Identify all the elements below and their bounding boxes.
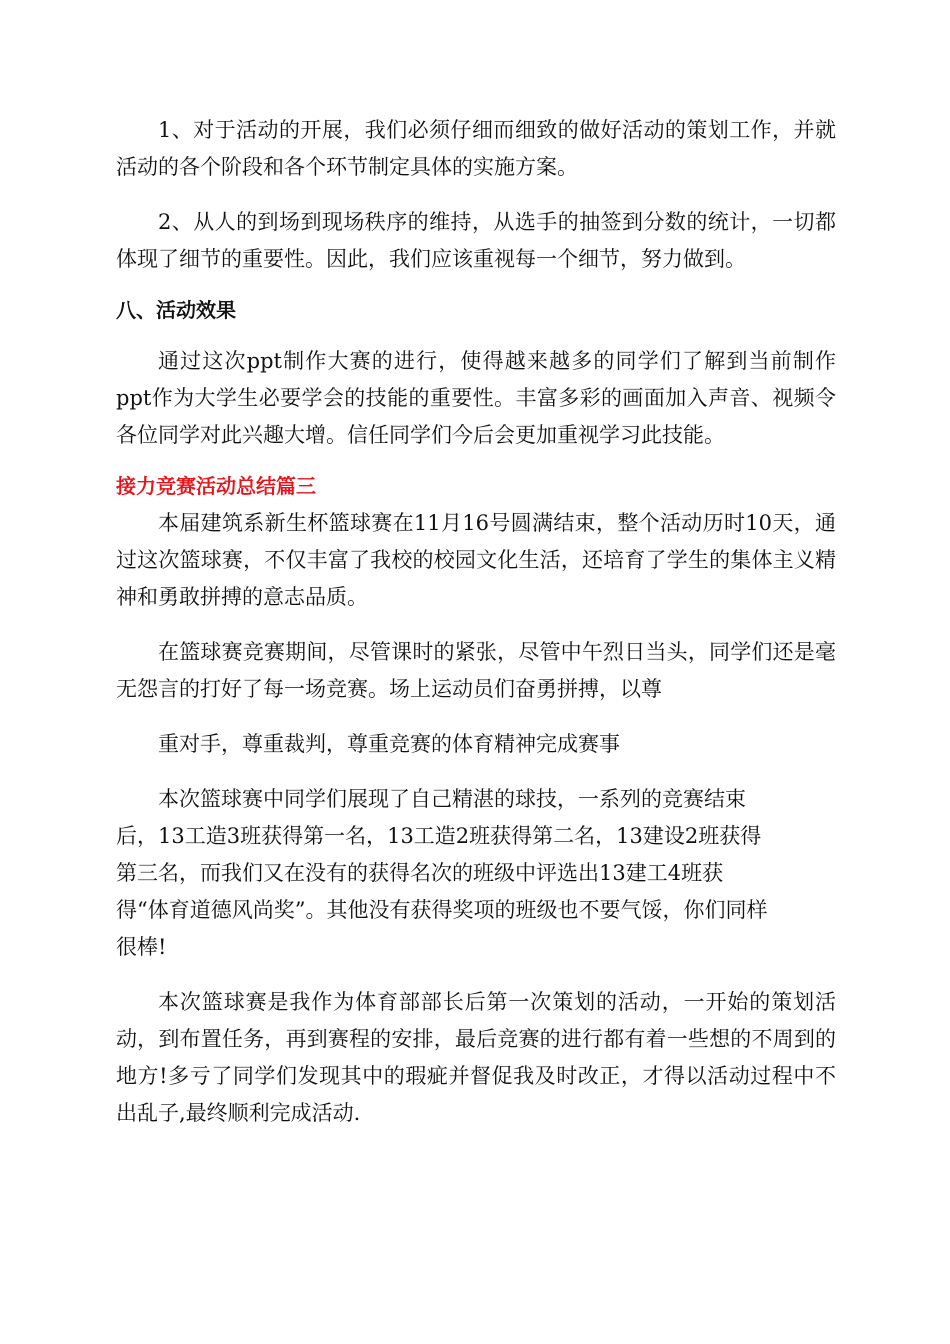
paragraph-detail-importance: 2、从人的到场到现场秩序的维持，从选手的抽签到分数的统计，一切都体现了细节的重要性。因此，我们应该重视每一个细节，努力做到。 xyxy=(116,210,836,271)
paragraph-sportsmanship: 重对手，尊重裁判，尊重竞赛的体育精神完成赛事 xyxy=(158,732,620,756)
paragraph-results xyxy=(116,781,836,966)
results-line: 得“体育道德风尚奖”。其他没有获得奖项的班级也不要气馁，你们同样 xyxy=(116,898,768,922)
paragraph-detail-planning: 1、对于活动的开展，我们必须仔细而细致的做好活动的策划工作，并就活动的各个阶段和各个环节制定具体的实施方案。 xyxy=(116,118,836,179)
results-line: 很棒! xyxy=(116,935,167,959)
results-line: 本次篮球赛中同学们展现了自己精湛的球技，一系列的竞赛结束 xyxy=(158,787,746,811)
paragraph-reflection: 本次篮球赛是我作为体育部部长后第一次策划的活动，一开始的策划活动，到布置任务，再到赛程的安排，最后竞赛的进行都有着一些想的不周到的地方!多亏了同学们发现其中的瑕疵并督促我及时改正，才得以活动过程中不出乱子,最终顺利完成活动. xyxy=(116,990,836,1125)
paragraph-activity-effect: 通过这次ppt制作大赛的进行，使得越来越多的同学们了解到当前制作ppt作为大学生必要学会的技能的重要性。丰富多彩的画面加入声音、视频令各位同学对此兴趣大增。信任同学们今后会更加重视学习此技能。 xyxy=(116,349,836,447)
paragraph-basketball-intro: 本届建筑系新生杯篮球赛在11月16号圆满结束，整个活动历时10天，通过这次篮球赛，不仅丰富了我校的校园文化生活，还培育了学生的集体主义精神和勇敢拼搏的意志品质。 xyxy=(116,511,836,609)
paragraph-competition-period: 在篮球赛竞赛期间，尽管课时的紧张，尽管中午烈日当头，同学们还是毫无怨言的打好了每一场竞赛。场上运动员们奋勇拼搏，以尊 xyxy=(116,640,836,701)
document-page xyxy=(116,112,836,1132)
heading-activity-effect: 八、活动效果 xyxy=(116,298,236,322)
results-line: 后，13工造3班获得第一名，13工造2班获得第二名，13建设2班获得 xyxy=(116,824,762,848)
results-line: 第三名，而我们又在没有的获得名次的班级中评选出13建工4班获 xyxy=(116,861,724,885)
section-title: 接力竞赛活动总结篇三 xyxy=(116,474,316,498)
